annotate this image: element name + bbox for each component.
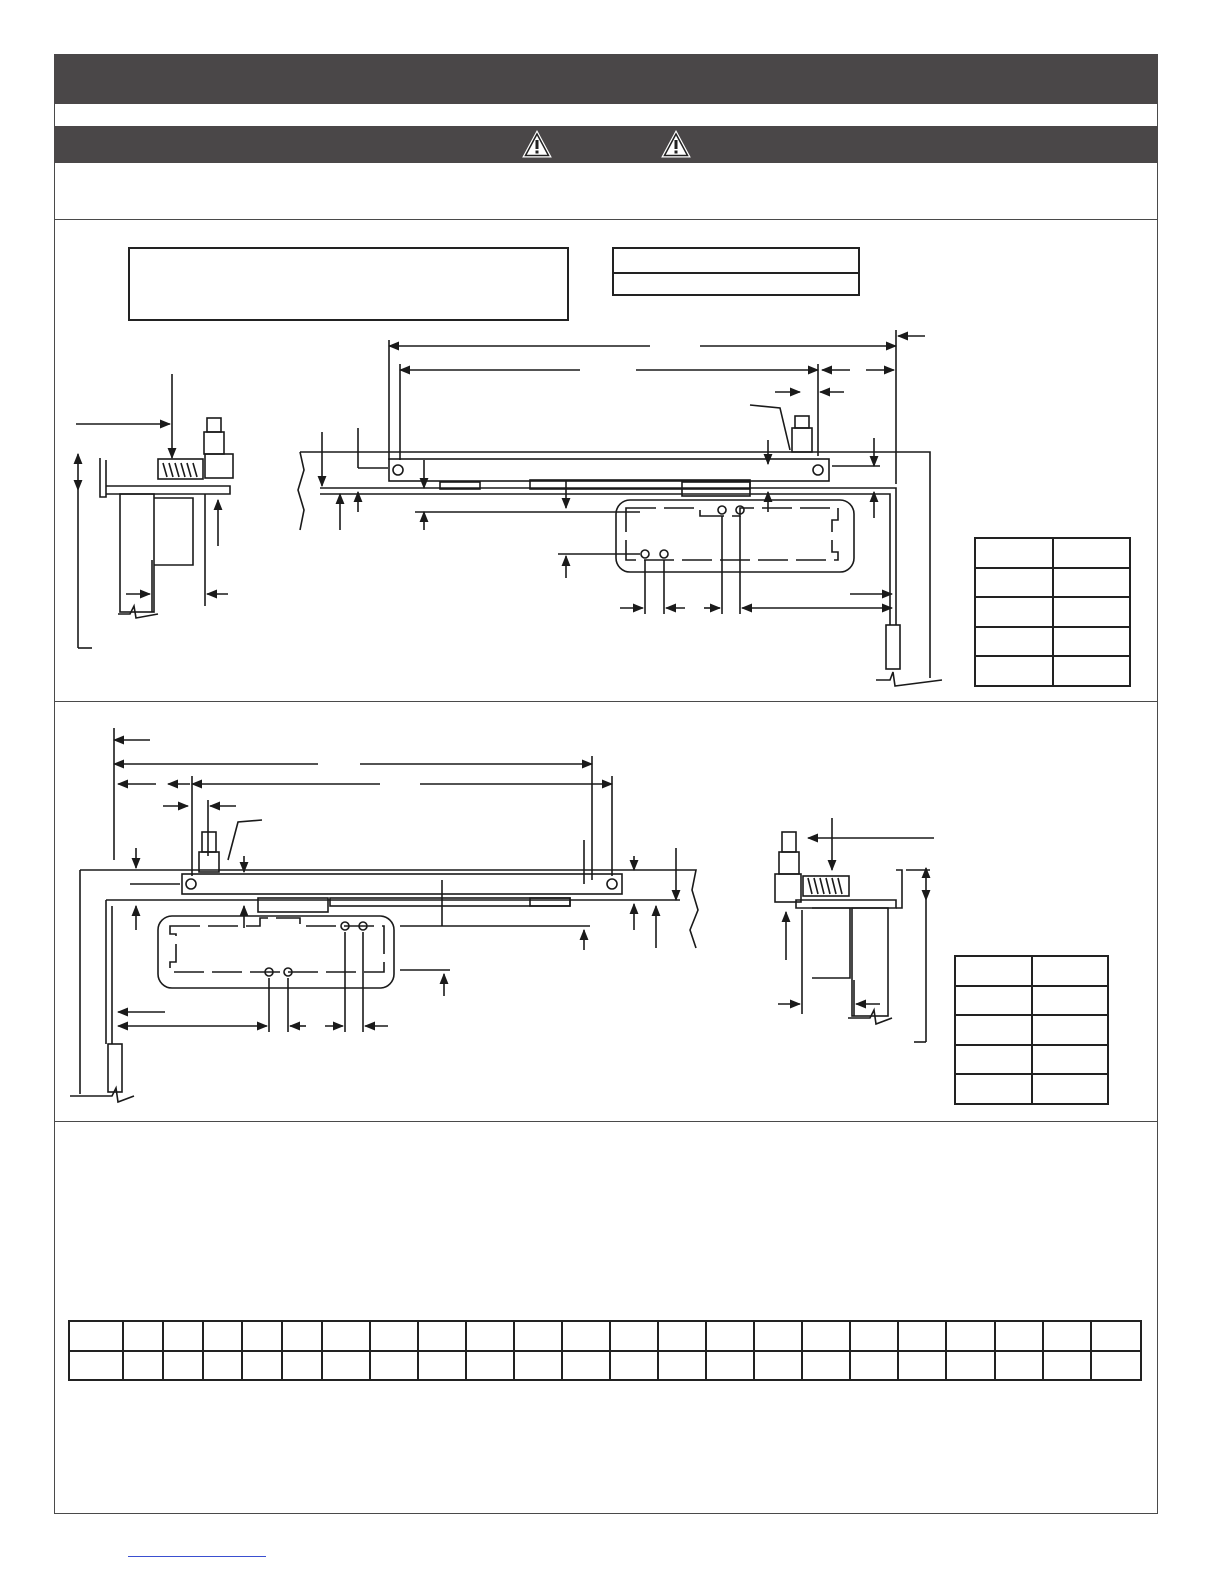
table-row [69,1351,1141,1381]
table-cell [975,627,1053,657]
table-cell [322,1321,370,1351]
table-cell [1043,1321,1091,1351]
table-cell [562,1351,610,1381]
table-row [69,1321,1141,1351]
table-cell [322,1351,370,1381]
table-cell [955,986,1032,1016]
middle-plan-view [70,728,698,1102]
top-plan-view [298,330,942,686]
table-cell [975,597,1053,627]
table-cell [514,1351,562,1381]
table-cell [610,1351,658,1381]
footer-link[interactable] [128,1556,266,1557]
table-cell [562,1321,610,1351]
middle-side-view [775,818,934,1042]
table-cell [370,1351,418,1381]
spec-table-top [974,537,1131,687]
table-cell [955,1045,1032,1075]
table-cell [163,1321,203,1351]
top-side-view [76,374,233,648]
table-cell [123,1321,163,1351]
table-cell [418,1351,466,1381]
table-cell [802,1321,850,1351]
table-cell [802,1351,850,1381]
table-cell [418,1321,466,1351]
table-cell [282,1321,322,1351]
table-cell [658,1351,706,1381]
table-cell [995,1351,1043,1381]
table-cell [1032,986,1109,1016]
table-cell [1053,568,1131,598]
table-cell [242,1351,282,1381]
table-cell [658,1321,706,1351]
table-cell [242,1321,282,1351]
table-cell [1091,1321,1141,1351]
table-cell [1053,538,1131,568]
table-cell [706,1351,754,1381]
table-cell [163,1351,203,1381]
table-cell [955,956,1032,986]
table-cell [123,1351,163,1381]
table-cell [203,1321,243,1351]
table-cell [610,1321,658,1351]
table-cell [955,1074,1032,1104]
table-cell [850,1351,898,1381]
table-cell [975,656,1053,686]
table-cell [1053,656,1131,686]
table-cell [1091,1351,1141,1381]
table-cell [1032,1015,1109,1045]
table-cell [466,1321,514,1351]
table-cell [975,538,1053,568]
table-cell [898,1321,946,1351]
table-cell [203,1351,243,1381]
table-cell [1032,956,1109,986]
table-cell [1043,1351,1091,1381]
table-cell [69,1321,123,1351]
table-cell [466,1351,514,1381]
table-cell [898,1351,946,1381]
table-cell [370,1321,418,1351]
table-cell [995,1321,1043,1351]
table-cell [706,1321,754,1351]
table-cell [1053,627,1131,657]
table-cell [850,1321,898,1351]
table-cell [975,568,1053,598]
table-cell [955,1015,1032,1045]
table-cell [946,1351,994,1381]
table-cell [1032,1074,1109,1104]
table-cell [1032,1045,1109,1075]
table-cell [282,1351,322,1381]
bottom-dimension-table [68,1320,1142,1381]
table-cell [754,1321,802,1351]
table-cell [754,1351,802,1381]
table-cell [514,1321,562,1351]
table-cell [946,1321,994,1351]
spec-table-middle [954,955,1109,1105]
table-cell [69,1351,123,1381]
table-cell [1053,597,1131,627]
